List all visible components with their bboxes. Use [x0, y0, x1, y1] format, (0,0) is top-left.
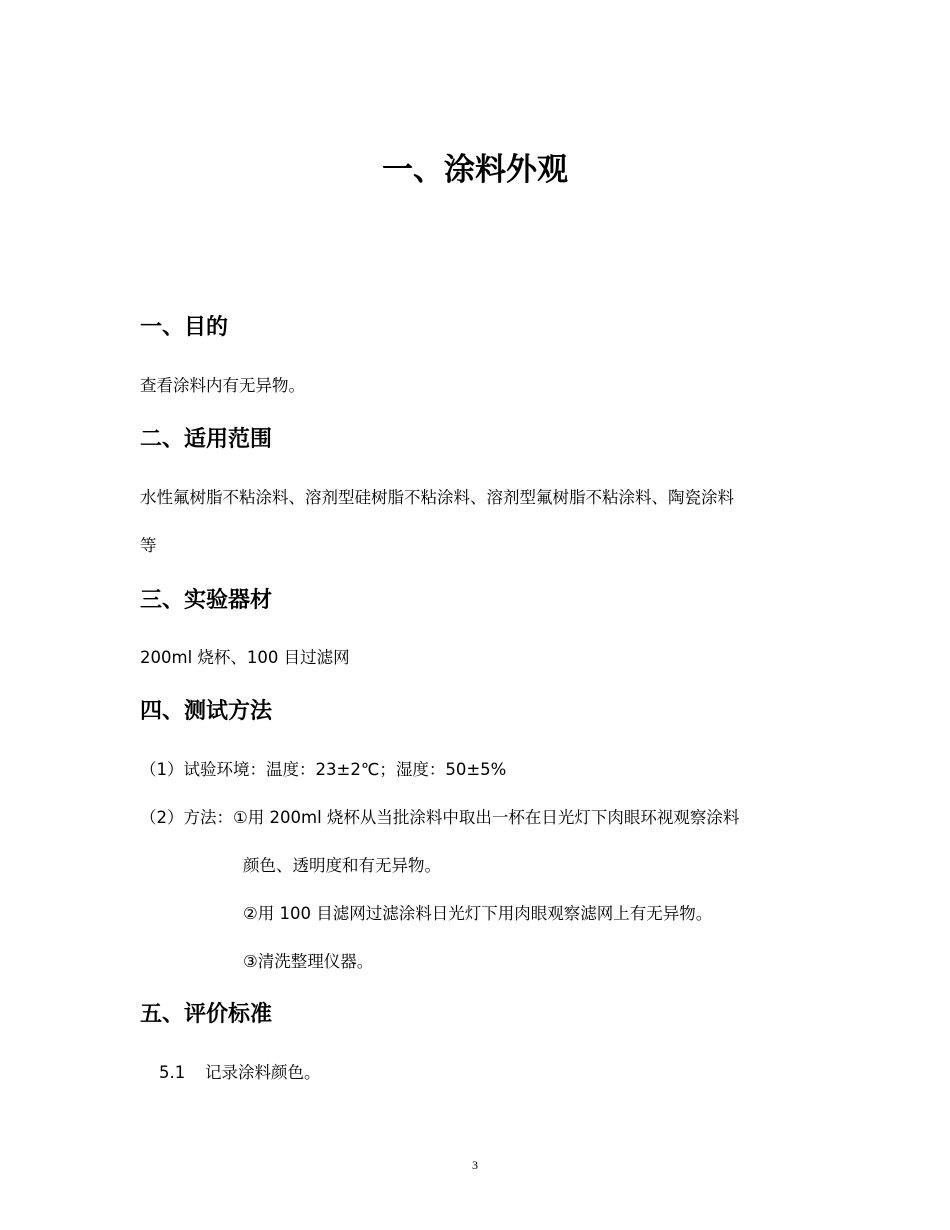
section-heading-equipment: 三、实验器材	[140, 588, 273, 613]
section-heading-method: 四、测试方法	[140, 699, 273, 724]
method-item-procedure-line4: ③清洗整理仪器。	[243, 952, 374, 971]
section-heading-scope: 二、适用范围	[140, 427, 273, 452]
criteria-item-text: 记录涂料颜色。	[205, 1063, 321, 1082]
method-item-procedure-line2: 颜色、透明度和有无异物。	[243, 856, 441, 875]
criteria-item	[159, 1061, 321, 1085]
method-item-procedure-line1: （2）方法：①用 200ml 烧杯从当批涂料中取出一杯在日光灯下肉眼环视观察涂料	[140, 808, 740, 827]
equipment-text: 200ml 烧杯、100 目过滤网	[140, 648, 350, 667]
page-number: 3	[472, 1158, 478, 1172]
purpose-text: 查看涂料内有无异物。	[140, 376, 305, 395]
scope-text-line2: 等	[140, 536, 157, 555]
document-title: 一、涂料外观	[382, 152, 568, 188]
section-heading-purpose: 一、目的	[140, 315, 229, 340]
method-item-procedure-line3: ②用 100 目滤网过滤涂料日光灯下用肉眼观察滤网上有无异物。	[243, 904, 713, 923]
method-item-environment: （1）试验环境：温度：23±2℃；湿度：50±5%	[140, 760, 507, 779]
criteria-item-number: 5.1	[159, 1063, 186, 1082]
scope-text-line1: 水性氟树脂不粘涂料、溶剂型硅树脂不粘涂料、溶剂型氟树脂不粘涂料、陶瓷涂料	[140, 488, 734, 507]
section-heading-criteria: 五、评价标准	[140, 1002, 273, 1027]
